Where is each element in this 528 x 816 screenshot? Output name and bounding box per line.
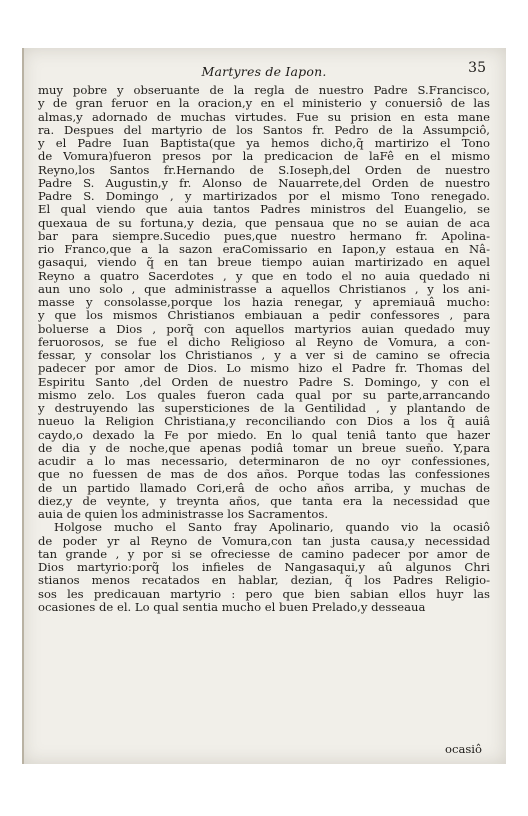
- text-line: auia de quien los administrasse los Sacramentos.: [38, 508, 329, 521]
- page-number: 35: [468, 60, 486, 76]
- text-line: Holgose mucho el Santo fray Apolinario, quando vio la ocasiô: [54, 521, 490, 535]
- page-binding-edge: [22, 48, 24, 764]
- text-line: mismo zelo. Los quales fueron cada qual por su parte,arrancando: [38, 388, 490, 402]
- text-line: Espiritu Santo ,del Orden de nuestro Padre S. Domingo, y con el: [38, 375, 490, 389]
- body-text: [38, 84, 490, 614]
- running-title: Martyres de Iapon.: [201, 64, 327, 79]
- text-line: nueuo la Religion Christiana,y reconciliando con Dios a los q̃ auiâ: [38, 415, 490, 429]
- paragraph: [38, 521, 490, 614]
- text-line: y de gran feruor en la oracion,y en el ministerio y conuersiô de las: [38, 97, 490, 111]
- text-line: de un partido llamado Cori,erâ de ocho años arriba, y muchas de: [38, 481, 490, 495]
- text-line: bar para siempre.Sucedio pues,que nuestro hermano fr. Apolina-: [38, 229, 490, 243]
- text-line: Padre S. Domingo , y martirizados por el mismo Tono renegado.: [38, 190, 490, 203]
- text-line: Reyno,los Santos fr.Hernando de S.Ioseph,del Orden de nuestro: [38, 163, 490, 177]
- text-line: de poder yr al Reyno de Vomura,con tan justa causa,y necessidad: [38, 534, 490, 548]
- text-line: feruorosos, se fue el dicho Religioso al Reyno de Vomura, a con-: [38, 335, 490, 349]
- text-line: caydo,o dexado la Fe por miedo. En lo qual teniâ tanto que hazer: [38, 428, 490, 442]
- text-line: y el Padre Iuan Baptista(que ya hemos dicho,q̃ martirizo el Tono: [38, 137, 490, 150]
- text-line: diez,y de veynte, y treynta años, que tanta era la necessidad que: [38, 494, 490, 508]
- text-line: y destruyendo las supersticiones de la Gentilidad , y plantando de: [38, 402, 490, 415]
- text-line: muy pobre y obseruante de la regla de nuestro Padre S.Francisco,: [38, 84, 490, 97]
- text-line: El qual viendo que auia tantos Padres ministros del Euangelio, se: [38, 203, 490, 217]
- running-header: [38, 60, 490, 84]
- text-line: stianos menos recatados en hablar, dezian, q̃ los Padres Religio-: [38, 574, 490, 588]
- book-page: [38, 60, 490, 760]
- text-line: Reyno a quatro Sacerdotes , y que en todo el no auia quedado ni: [38, 269, 490, 283]
- text-line: tan grande , y por si se ofreciesse de camino padecer por amor de: [38, 547, 490, 561]
- text-line: boluerse a Dios , porq̃ con aquellos martyrios auian quedado muy: [38, 322, 490, 336]
- paragraph: [38, 84, 490, 521]
- text-line: quexaua de su fortuna,y dezia, que pensaua que no se auian de aca: [38, 216, 490, 230]
- text-line: almas,y adornado de muchas virtudes. Fue su prision en esta mane: [38, 110, 490, 124]
- text-line: de Vomura)fueron presos por la predicacion de laFê en el mismo: [38, 150, 490, 164]
- text-line: de dia y de noche,que apenas podiâ tomar un breue sueño. Y,para: [38, 441, 490, 455]
- text-line: sos les predicauan martyrio : pero que bien sabian ellos huyr las: [38, 587, 490, 601]
- text-line: y que los mismos Christianos embiauan a pedir confessores , para: [38, 309, 490, 323]
- text-line: Dios martyrio:porq̃ los infieles de Nangasaqui,y aû algunos Chri: [38, 561, 490, 574]
- text-line: rio Franco,que a la sazon eraComissario en Iapon,y estaua en Nâ-: [38, 243, 490, 256]
- text-line: que no fuessen de mas de dos años. Porque todas las confessiones: [38, 468, 490, 482]
- text-line: padecer por amor de Dios. Lo mismo hizo el Padre fr. Thomas del: [38, 362, 490, 376]
- text-line: gasaqui, viendo q̃ en tan breue tiempo auian martirizado en aquel: [38, 256, 490, 270]
- text-line: Padre S. Augustin,y fr. Alonso de Nauarrete,del Orden de nuestro: [38, 176, 490, 190]
- text-line: ra. Despues del martyrio de los Santos fr. Pedro de la Assumpciô,: [38, 123, 490, 137]
- text-line: masse y consolasse,porque los hazia renegar, y apremiauâ mucho:: [38, 296, 490, 309]
- text-line: aun uno solo , que administrasse a aquellos Christianos , y los ani-: [38, 282, 490, 296]
- catchword: ocasiô: [444, 742, 482, 756]
- text-line: fessar, y consolar los Christianos , y a ver si de camino se ofrecia: [38, 349, 490, 362]
- text-line: acudir a lo mas necessario, determinaron de no oyr confessiones,: [38, 455, 490, 468]
- text-line: ocasiones de el. Lo qual sentia mucho el buen Prelado,y desseaua: [38, 600, 426, 614]
